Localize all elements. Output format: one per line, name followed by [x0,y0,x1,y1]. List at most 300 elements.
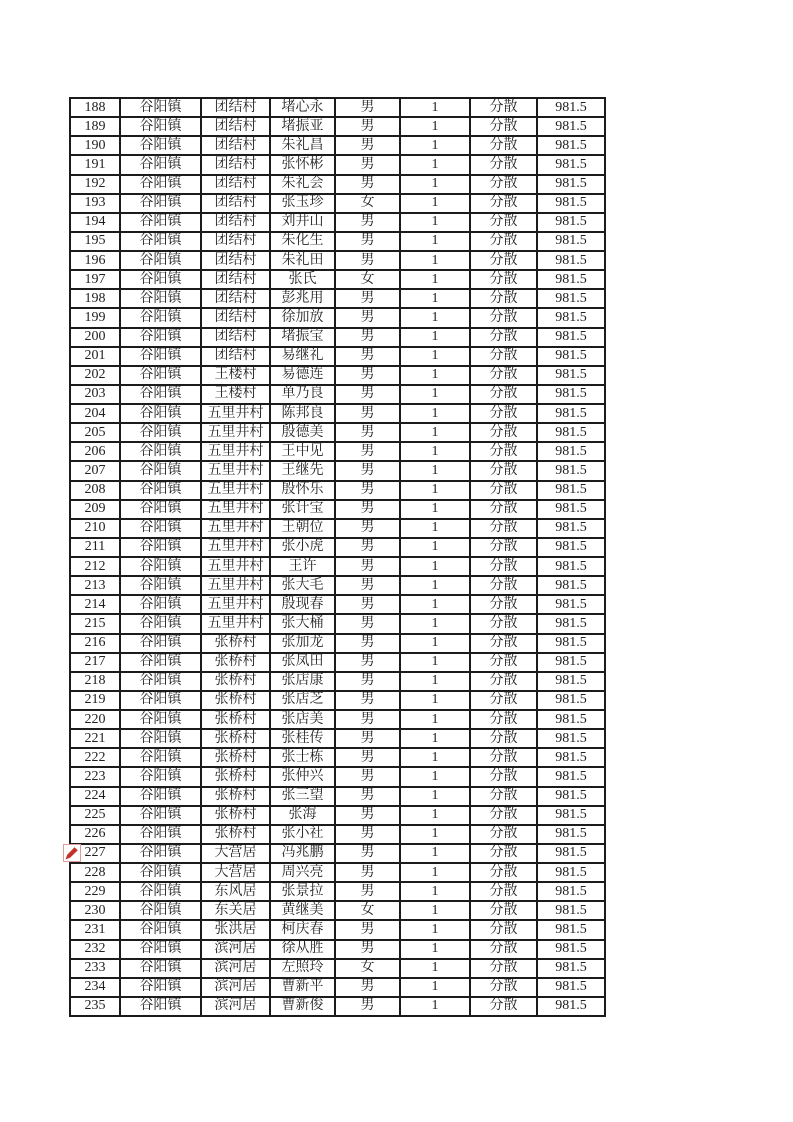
cell-count: 1 [400,461,470,480]
cell-town: 谷阳镇 [120,538,201,557]
cell-index: 215 [70,614,120,633]
cell-village: 五里井村 [201,461,270,480]
cell-town: 谷阳镇 [120,672,201,691]
cell-mode: 分散 [470,748,537,767]
table-row [70,98,605,117]
cell-mode: 分散 [470,442,537,461]
cell-index: 196 [70,251,120,270]
cell-index: 214 [70,595,120,614]
cell-mode: 分散 [470,98,537,117]
table-row [70,901,605,920]
cell-index: 207 [70,461,120,480]
table-row [70,385,605,404]
cell-name: 曹新俊 [270,997,335,1016]
cell-amount: 981.5 [537,959,605,978]
cell-mode: 分散 [470,614,537,633]
cell-index: 209 [70,500,120,519]
cell-index: 206 [70,442,120,461]
cell-index: 191 [70,155,120,174]
cell-count: 1 [400,213,470,232]
cell-index: 216 [70,634,120,653]
cell-index: 223 [70,767,120,786]
cell-village: 王楼村 [201,366,270,385]
cell-gender: 男 [335,748,400,767]
table-row [70,270,605,289]
cell-count: 1 [400,538,470,557]
cell-mode: 分散 [470,308,537,327]
cell-town: 谷阳镇 [120,691,201,710]
roster-table [69,97,606,1017]
cell-amount: 981.5 [537,787,605,806]
table-row [70,289,605,308]
cell-name: 朱礼昌 [270,136,335,155]
cell-count: 1 [400,404,470,423]
cell-index: 224 [70,787,120,806]
cell-index: 198 [70,289,120,308]
cell-name: 易德连 [270,366,335,385]
cell-amount: 981.5 [537,691,605,710]
cell-name: 张景拉 [270,882,335,901]
cell-name: 张怀彬 [270,155,335,174]
cell-name: 王继先 [270,461,335,480]
cell-amount: 981.5 [537,442,605,461]
cell-index: 211 [70,538,120,557]
table-row [70,155,605,174]
cell-gender: 男 [335,366,400,385]
table-row [70,997,605,1016]
cell-village: 五里井村 [201,576,270,595]
cell-gender: 男 [335,136,400,155]
cell-amount: 981.5 [537,232,605,251]
cell-count: 1 [400,634,470,653]
cell-town: 谷阳镇 [120,519,201,538]
cell-amount: 981.5 [537,308,605,327]
cell-mode: 分散 [470,251,537,270]
cell-count: 1 [400,175,470,194]
table-row [70,672,605,691]
cell-mode: 分散 [470,576,537,595]
cell-count: 1 [400,385,470,404]
cell-count: 1 [400,194,470,213]
cell-gender: 男 [335,289,400,308]
cell-count: 1 [400,136,470,155]
cell-name: 左照玲 [270,959,335,978]
table-row [70,461,605,480]
cell-index: 189 [70,117,120,136]
cell-name: 堵振宝 [270,328,335,347]
table-row [70,500,605,519]
cell-gender: 女 [335,270,400,289]
cell-index: 194 [70,213,120,232]
cell-town: 谷阳镇 [120,959,201,978]
cell-count: 1 [400,423,470,442]
table-row [70,634,605,653]
cell-name: 徐从胜 [270,940,335,959]
cell-index: 219 [70,691,120,710]
cell-town: 谷阳镇 [120,232,201,251]
cell-mode: 分散 [470,232,537,251]
cell-count: 1 [400,653,470,672]
table-row [70,136,605,155]
cell-amount: 981.5 [537,901,605,920]
cell-mode: 分散 [470,461,537,480]
cell-village: 东风居 [201,882,270,901]
cell-index: 190 [70,136,120,155]
table-row [70,308,605,327]
cell-town: 谷阳镇 [120,347,201,366]
cell-name: 堵心永 [270,98,335,117]
cell-mode: 分散 [470,500,537,519]
cell-count: 1 [400,328,470,347]
table-row [70,328,605,347]
cell-count: 1 [400,117,470,136]
cell-mode: 分散 [470,634,537,653]
table-row [70,576,605,595]
cell-count: 1 [400,844,470,863]
cell-village: 滨河居 [201,940,270,959]
cell-count: 1 [400,767,470,786]
cell-name: 殷德美 [270,423,335,442]
cell-town: 谷阳镇 [120,385,201,404]
cell-amount: 981.5 [537,653,605,672]
cell-town: 谷阳镇 [120,863,201,882]
cell-village: 团结村 [201,270,270,289]
cell-amount: 981.5 [537,825,605,844]
cell-mode: 分散 [470,710,537,729]
cell-village: 五里井村 [201,500,270,519]
cell-town: 谷阳镇 [120,136,201,155]
cell-gender: 男 [335,519,400,538]
cell-gender: 男 [335,538,400,557]
table-row [70,347,605,366]
cell-index: 201 [70,347,120,366]
cell-gender: 男 [335,672,400,691]
cell-town: 谷阳镇 [120,117,201,136]
cell-village: 张桥村 [201,634,270,653]
cell-town: 谷阳镇 [120,576,201,595]
cell-town: 谷阳镇 [120,997,201,1016]
cell-amount: 981.5 [537,767,605,786]
cell-name: 张加龙 [270,634,335,653]
cell-count: 1 [400,595,470,614]
cell-gender: 男 [335,461,400,480]
cell-amount: 981.5 [537,481,605,500]
cell-village: 团结村 [201,289,270,308]
cell-name: 张大毛 [270,576,335,595]
cell-mode: 分散 [470,117,537,136]
cell-amount: 981.5 [537,213,605,232]
cell-gender: 男 [335,882,400,901]
cell-name: 殷现春 [270,595,335,614]
cell-count: 1 [400,155,470,174]
cell-name: 张桂传 [270,729,335,748]
cell-amount: 981.5 [537,557,605,576]
cell-village: 张桥村 [201,825,270,844]
cell-index: 231 [70,920,120,939]
cell-village: 王楼村 [201,385,270,404]
cell-gender: 男 [335,653,400,672]
cell-gender: 男 [335,710,400,729]
table-row [70,117,605,136]
cell-amount: 981.5 [537,710,605,729]
cell-town: 谷阳镇 [120,328,201,347]
cell-gender: 女 [335,959,400,978]
cell-mode: 分散 [470,882,537,901]
table-row [70,978,605,997]
cell-count: 1 [400,500,470,519]
cell-amount: 981.5 [537,385,605,404]
table-row [70,538,605,557]
cell-village: 张桥村 [201,806,270,825]
cell-amount: 981.5 [537,519,605,538]
cell-name: 张玉珍 [270,194,335,213]
cell-name: 张仲兴 [270,767,335,786]
cell-village: 团结村 [201,328,270,347]
cell-town: 谷阳镇 [120,901,201,920]
cell-gender: 男 [335,232,400,251]
cell-mode: 分散 [470,920,537,939]
cell-mode: 分散 [470,404,537,423]
cell-count: 1 [400,614,470,633]
cell-count: 1 [400,672,470,691]
cell-gender: 男 [335,729,400,748]
cell-name: 张凤田 [270,653,335,672]
cell-village: 滨河居 [201,959,270,978]
cell-town: 谷阳镇 [120,481,201,500]
cell-gender: 男 [335,767,400,786]
cell-town: 谷阳镇 [120,366,201,385]
cell-index: 212 [70,557,120,576]
cell-amount: 981.5 [537,595,605,614]
cell-count: 1 [400,748,470,767]
table-row [70,787,605,806]
cell-amount: 981.5 [537,672,605,691]
cell-index: 197 [70,270,120,289]
cell-count: 1 [400,901,470,920]
cell-gender: 男 [335,251,400,270]
cell-amount: 981.5 [537,175,605,194]
cell-town: 谷阳镇 [120,155,201,174]
cell-town: 谷阳镇 [120,787,201,806]
cell-gender: 男 [335,117,400,136]
table-row [70,653,605,672]
cell-village: 张桥村 [201,653,270,672]
cell-town: 谷阳镇 [120,595,201,614]
cell-mode: 分散 [470,136,537,155]
cell-village: 张桥村 [201,767,270,786]
cell-gender: 男 [335,997,400,1016]
cell-village: 张桥村 [201,729,270,748]
table-body [70,98,605,1016]
cell-mode: 分散 [470,959,537,978]
cell-town: 谷阳镇 [120,404,201,423]
cell-name: 张三望 [270,787,335,806]
cell-name: 王许 [270,557,335,576]
cell-count: 1 [400,270,470,289]
cell-index: 195 [70,232,120,251]
cell-amount: 981.5 [537,806,605,825]
cell-index: 225 [70,806,120,825]
cell-town: 谷阳镇 [120,175,201,194]
table-row [70,729,605,748]
cell-town: 谷阳镇 [120,308,201,327]
cell-amount: 981.5 [537,882,605,901]
cell-name: 单乃良 [270,385,335,404]
cell-village: 团结村 [201,136,270,155]
cell-index: 235 [70,997,120,1016]
cell-gender: 男 [335,614,400,633]
cell-amount: 981.5 [537,98,605,117]
cell-mode: 分散 [470,595,537,614]
cell-gender: 男 [335,423,400,442]
cell-amount: 981.5 [537,117,605,136]
cell-mode: 分散 [470,806,537,825]
cell-mode: 分散 [470,653,537,672]
cell-index: 204 [70,404,120,423]
cell-gender: 男 [335,155,400,174]
cell-count: 1 [400,825,470,844]
cell-town: 谷阳镇 [120,461,201,480]
cell-amount: 981.5 [537,920,605,939]
cell-village: 滨河居 [201,997,270,1016]
cell-mode: 分散 [470,155,537,174]
table-row [70,557,605,576]
cell-index: 228 [70,863,120,882]
cell-count: 1 [400,787,470,806]
cell-gender: 男 [335,920,400,939]
cell-count: 1 [400,308,470,327]
cell-village: 五里井村 [201,614,270,633]
table-row [70,481,605,500]
table-row [70,767,605,786]
cell-gender: 男 [335,98,400,117]
cell-gender: 男 [335,634,400,653]
cell-name: 周兴亮 [270,863,335,882]
table-row [70,614,605,633]
cell-name: 朱礼会 [270,175,335,194]
cell-town: 谷阳镇 [120,500,201,519]
cell-name: 张小虎 [270,538,335,557]
cell-name: 张士栋 [270,748,335,767]
cell-name: 刘井山 [270,213,335,232]
cell-gender: 男 [335,595,400,614]
cell-town: 谷阳镇 [120,251,201,270]
table-row [70,442,605,461]
cell-village: 张桥村 [201,710,270,729]
cell-gender: 男 [335,787,400,806]
cell-name: 黄继美 [270,901,335,920]
table-row [70,710,605,729]
cell-village: 大营居 [201,844,270,863]
cell-gender: 男 [335,213,400,232]
cell-count: 1 [400,557,470,576]
cell-mode: 分散 [470,691,537,710]
cell-count: 1 [400,98,470,117]
cell-mode: 分散 [470,997,537,1016]
cell-count: 1 [400,806,470,825]
cell-village: 团结村 [201,251,270,270]
cell-amount: 981.5 [537,538,605,557]
cell-amount: 981.5 [537,978,605,997]
cell-amount: 981.5 [537,634,605,653]
cell-amount: 981.5 [537,251,605,270]
cell-name: 张计宝 [270,500,335,519]
cell-name: 张海 [270,806,335,825]
cell-count: 1 [400,576,470,595]
cell-name: 朱礼田 [270,251,335,270]
table-row [70,863,605,882]
cell-town: 谷阳镇 [120,940,201,959]
cell-mode: 分散 [470,385,537,404]
cell-village: 团结村 [201,347,270,366]
cell-town: 谷阳镇 [120,557,201,576]
table-row [70,423,605,442]
cell-index: 213 [70,576,120,595]
cell-name: 徐加放 [270,308,335,327]
cell-gender: 男 [335,404,400,423]
table-row [70,691,605,710]
cell-mode: 分散 [470,901,537,920]
cell-village: 张桥村 [201,748,270,767]
cell-mode: 分散 [470,557,537,576]
cell-amount: 981.5 [537,576,605,595]
cell-town: 谷阳镇 [120,844,201,863]
cell-count: 1 [400,366,470,385]
cell-village: 东关居 [201,901,270,920]
cell-count: 1 [400,959,470,978]
red-pencil-icon [63,844,81,862]
cell-name: 张氏 [270,270,335,289]
cell-gender: 男 [335,806,400,825]
cell-town: 谷阳镇 [120,442,201,461]
cell-mode: 分散 [470,328,537,347]
cell-mode: 分散 [470,538,537,557]
cell-mode: 分散 [470,270,537,289]
cell-village: 五里井村 [201,538,270,557]
cell-index: 226 [70,825,120,844]
cell-town: 谷阳镇 [120,978,201,997]
cell-village: 张桥村 [201,672,270,691]
table-row [70,940,605,959]
cell-name: 易继礼 [270,347,335,366]
cell-gender: 女 [335,194,400,213]
cell-name: 王中见 [270,442,335,461]
cell-index: 227 [70,844,120,863]
cell-mode: 分散 [470,767,537,786]
cell-town: 谷阳镇 [120,710,201,729]
cell-village: 团结村 [201,155,270,174]
cell-index: 220 [70,710,120,729]
cell-name: 张大桶 [270,614,335,633]
table-row [70,366,605,385]
cell-town: 谷阳镇 [120,653,201,672]
cell-amount: 981.5 [537,940,605,959]
cell-amount: 981.5 [537,863,605,882]
cell-town: 谷阳镇 [120,825,201,844]
cell-town: 谷阳镇 [120,767,201,786]
cell-village: 团结村 [201,213,270,232]
cell-name: 彭兆用 [270,289,335,308]
cell-index: 230 [70,901,120,920]
cell-index: 234 [70,978,120,997]
cell-village: 五里井村 [201,404,270,423]
cell-mode: 分散 [470,423,537,442]
cell-town: 谷阳镇 [120,289,201,308]
cell-mode: 分散 [470,366,537,385]
cell-index: 188 [70,98,120,117]
table-row [70,232,605,251]
cell-count: 1 [400,232,470,251]
